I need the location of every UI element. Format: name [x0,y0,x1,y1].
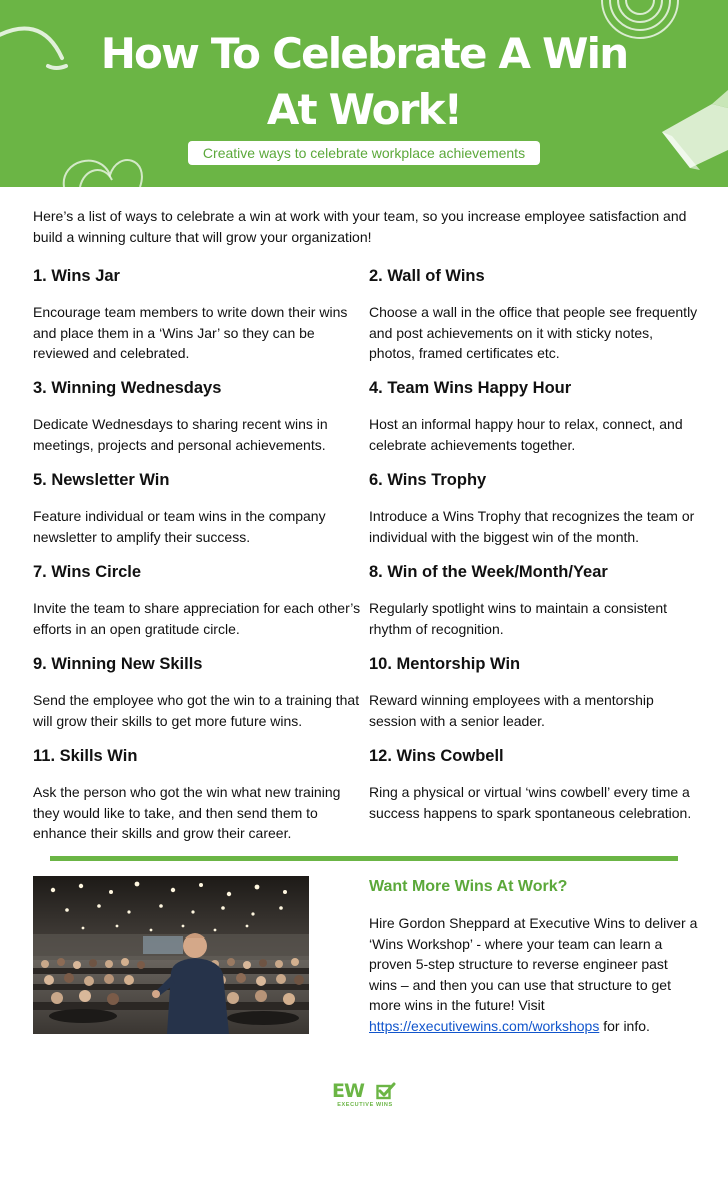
promo-heading: Want More Wins At Work? [369,878,568,895]
item-body: Ask the person who got the win what new training they would like to take, and then send them to enhance their skills and grow their career. [33,784,341,841]
item-title: 10. Mentorship Win [369,655,521,673]
item-title: 9. Winning New Skills [33,655,203,673]
item-body: Reward winning employees with a mentorship session with a senior leader. [369,692,654,729]
item-wins-jar [33,266,363,364]
item-title: 4. Team Wins Happy Hour [369,379,572,397]
item-winning-wednesdays [33,378,363,455]
item-title: 2. Wall of Wins [369,267,485,285]
item-title: 3. Winning Wednesdays [33,379,222,397]
title-line-2: At Work! [266,85,462,134]
item-title: 12. Wins Cowbell [369,747,504,765]
item-body: Introduce a Wins Trophy that recognizes the team or individual with the biggest win of the month. [369,508,695,545]
subtitle-badge: Creative ways to celebrate workplace achievements [188,141,540,165]
promo-section [369,877,699,1036]
item-team-wins-happy-hour [369,378,699,455]
item-winning-new-skills [33,654,363,731]
item-skills-win [33,746,363,844]
item-newsletter-win [33,470,363,547]
item-body: Encourage team members to write down their wins and place them in a ‘Wins Jar’ so they can be reviewed and celebrated. [33,304,348,361]
item-wins-circle [33,562,363,639]
item-body: Invite the team to share appreciation for each other’s efforts in an open gratitude circle. [33,600,361,637]
page-title [0,26,728,138]
item-title: 7. Wins Circle [33,563,142,581]
item-body: Send the employee who got the win to a training that will grow their skills to get more future wins. [33,692,360,729]
item-title: 11. Skills Win [33,747,138,765]
item-body: Dedicate Wednesdays to sharing recent wins in meetings, projects and personal achievements. [33,416,328,453]
workshop-photo [33,876,309,1034]
item-body: Regularly spotlight wins to maintain a consistent rhythm of recognition. [369,600,668,637]
item-win-of-the-week [369,562,699,639]
executive-wins-logo [332,1082,398,1110]
item-wins-cowbell [369,746,699,823]
section-divider [50,856,678,861]
title-line-1: How To Celebrate A Win [100,29,628,78]
promo-body [369,913,699,1036]
item-wall-of-wins [369,266,699,364]
logo-tagline: EXECUTIVE WINS [337,1102,393,1108]
checkbox-icon [376,1082,396,1101]
promo-body-text: Hire Gordon Sheppard at Executive Wins to deliver a ‘Wins Workshop’ - where your team can learn a proven 5-step structure to reverse engineer past wins – and then you can use that structure to get more wins in the future! Visit [369,915,698,1013]
item-body: Choose a wall in the office that people see frequently and post achievements on it with sticky notes, photos, framed certificates etc. [369,304,698,361]
item-mentorship-win [369,654,699,731]
item-body: Host an informal happy hour to relax, connect, and celebrate achievements together. [369,416,683,453]
header-banner [0,0,728,187]
item-title: 6. Wins Trophy [369,471,487,489]
item-wins-trophy [369,470,699,547]
workshop-photo-illustration [33,876,309,1034]
item-title: 5. Newsletter Win [33,471,170,489]
item-title: 1. Wins Jar [33,267,120,285]
logo-mark: EW [332,1080,364,1102]
item-title: 8. Win of the Week/Month/Year [369,563,608,581]
intro-paragraph: Here’s a list of ways to celebrate a win at work with your team, so you increase employee satisfaction and build a winning culture that will grow your organization! [33,208,687,245]
promo-link-suffix: for info. [599,1017,650,1034]
item-body: Ring a physical or virtual ‘wins cowbell’ every time a success happens to spark spontaneous celebration. [369,784,692,821]
item-body: Feature individual or team wins in the company newsletter to amplify their success. [33,508,326,545]
workshops-link[interactable]: https://executivewins.com/workshops [369,1017,600,1034]
